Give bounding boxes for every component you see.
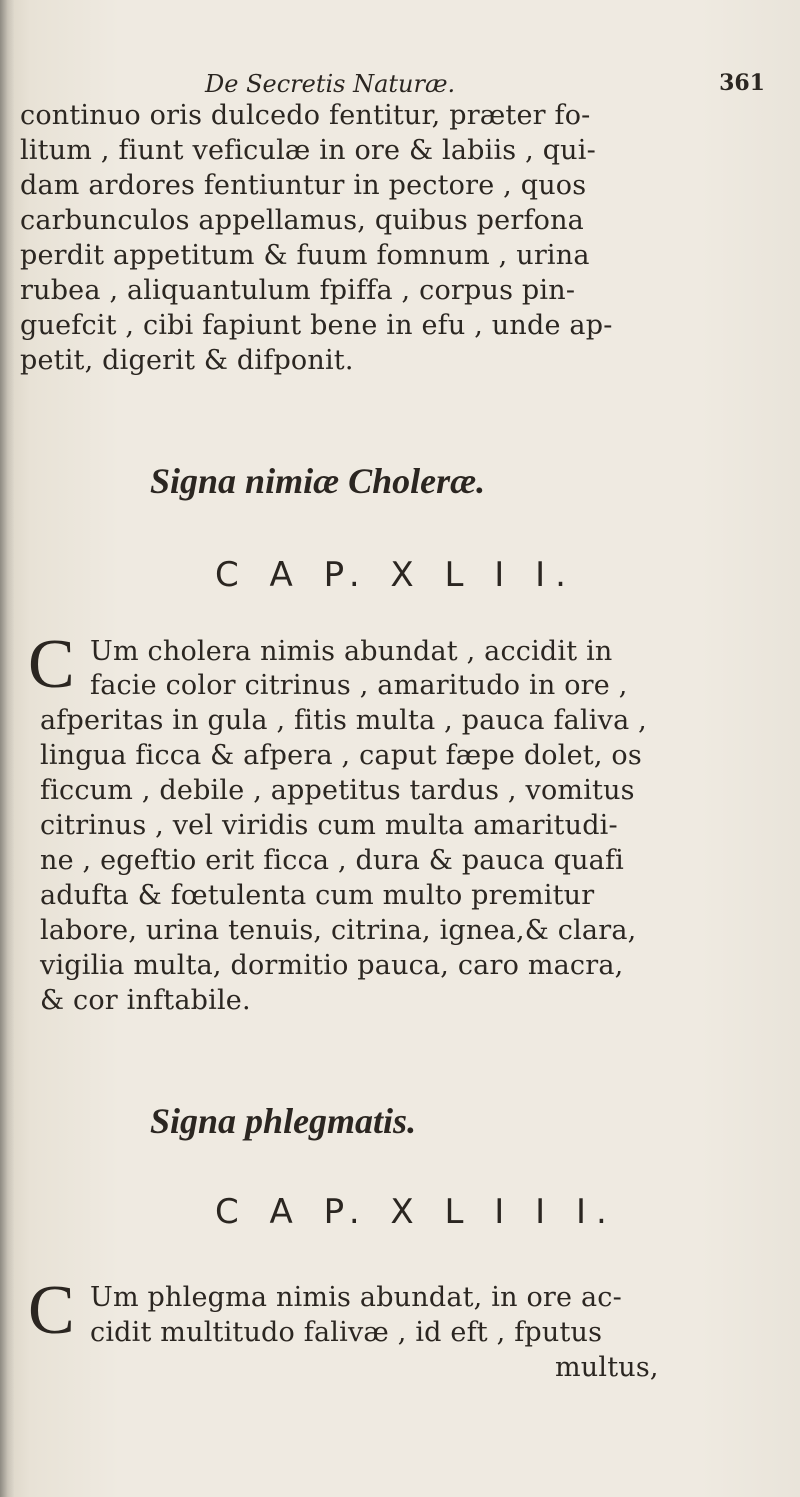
text-line: litum , fiunt veficulæ in ore & labiis , qui- bbox=[20, 135, 596, 166]
text-line: & cor inftabile. bbox=[40, 985, 251, 1016]
text-line: citrinus , vel viridis cum multa amaritudi- bbox=[40, 810, 618, 841]
text-line: dam ardores fentiuntur in pectore , quos bbox=[20, 170, 587, 201]
chapter-number: C A P. X L I I I. bbox=[215, 1192, 617, 1232]
text-line: adufta & fœtulenta cum multo premitur bbox=[40, 880, 595, 911]
text-line: continuo oris dulcedo fentitur, præter fo- bbox=[20, 100, 591, 131]
text-line: vigilia multa, dormitio pauca, caro macra, bbox=[40, 950, 624, 981]
text-line: ne , egeftio erit ficca , dura & pauca quafi bbox=[40, 845, 624, 876]
text-line: labore, urina tenuis, citrina, ignea,& clara, bbox=[40, 915, 637, 946]
running-title: De Secretis Naturæ. bbox=[205, 70, 456, 98]
drop-cap: C bbox=[28, 626, 75, 703]
text-line: cidit multitudo falivæ , id eft , fputus bbox=[90, 1317, 603, 1348]
text-line: Um cholera nimis abundat , accidit in bbox=[90, 636, 613, 667]
text-line: multus, bbox=[555, 1352, 659, 1383]
text-line: carbunculos appellamus, quibus perfona bbox=[20, 205, 584, 236]
text-line: lingua ficca & afpera , caput fæpe dolet, os bbox=[40, 740, 642, 771]
text-line: facie color citrinus , amaritudo in ore , bbox=[90, 670, 628, 701]
text-line: rubea , aliquantulum fpiffa , corpus pin- bbox=[20, 275, 576, 306]
page-gutter-shadow bbox=[0, 0, 14, 1497]
text-line: guefcit , cibi fapiunt bene in efu , unde ap- bbox=[20, 310, 613, 341]
text-line: perdit appetitum & fuum fomnum , urina bbox=[20, 240, 590, 271]
chapter-number: C A P. X L I I. bbox=[215, 555, 576, 595]
section-heading: Signa phlegmatis. bbox=[150, 1101, 417, 1141]
text-line: petit, digerit & difponit. bbox=[20, 345, 354, 376]
text-line: Um phlegma nimis abundat, in ore ac- bbox=[90, 1282, 622, 1313]
text-line: afperitas in gula , fitis multa , pauca faliva , bbox=[40, 705, 647, 736]
section-heading: Signa nimiæ Choleræ. bbox=[150, 461, 486, 501]
page-number: 361 bbox=[719, 70, 765, 96]
text-line: ficcum , debile , appetitus tardus , vomitus bbox=[40, 775, 635, 806]
drop-cap: C bbox=[28, 1272, 75, 1349]
